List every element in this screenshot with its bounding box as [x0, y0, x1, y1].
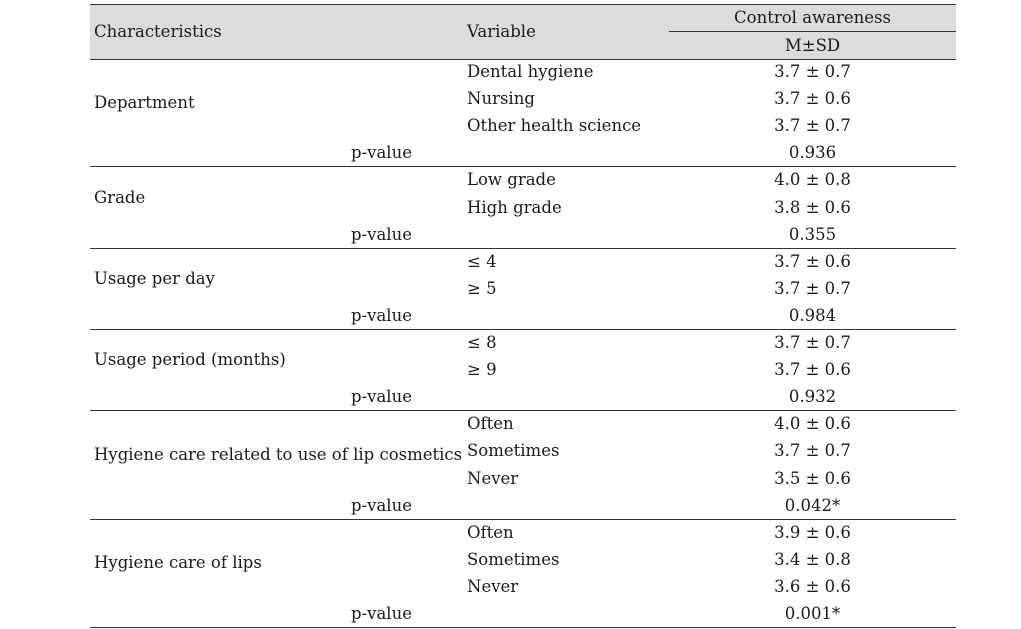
value-cell: 4.0 ± 0.6: [774, 414, 851, 434]
group-divider: [90, 329, 956, 330]
group-name: Hygiene care of lips: [94, 553, 262, 573]
group-divider: [90, 166, 956, 167]
variable-cell: ≤ 4: [467, 251, 497, 271]
value-cell: 3.6 ± 0.6: [774, 576, 851, 596]
variable-cell: ≥ 9: [467, 360, 497, 380]
header-variable: Variable: [467, 22, 536, 41]
pvalue-label: p-value: [351, 143, 412, 163]
variable-cell: ≥ 5: [467, 278, 497, 298]
variable-cell: Sometimes: [467, 441, 560, 461]
pvalue-label: p-value: [351, 387, 412, 407]
value-cell: 3.7 ± 0.7: [774, 441, 851, 461]
value-cell: 3.4 ± 0.8: [774, 549, 851, 569]
group-name: Usage period (months): [94, 350, 286, 370]
value-cell: 3.7 ± 0.7: [774, 333, 851, 352]
variable-cell: High grade: [467, 197, 562, 217]
value-cell: 3.8 ± 0.6: [774, 197, 851, 217]
header-msd: M±SD: [784, 36, 841, 55]
header-divider: [669, 31, 956, 32]
group-divider: [90, 519, 956, 520]
group-divider: [90, 627, 956, 628]
variable-cell: Dental hygiene: [467, 62, 594, 81]
pvalue-value: 0.355: [788, 224, 837, 244]
pvalue-label: p-value: [351, 305, 412, 325]
value-cell: 4.0 ± 0.8: [774, 170, 851, 190]
value-cell: 3.9 ± 0.6: [774, 522, 851, 542]
pvalue-value: 0.936: [788, 143, 837, 163]
variable-cell: Often: [467, 414, 514, 434]
group-name: Grade: [94, 187, 146, 207]
pvalue-label: p-value: [351, 224, 412, 244]
pvalue-label: p-value: [351, 495, 412, 515]
variable-cell: ≤ 8: [467, 333, 497, 352]
variable-cell: Nursing: [467, 89, 535, 109]
pvalue-label: p-value: [351, 604, 412, 623]
variable-cell: Never: [467, 468, 519, 488]
pvalue-value: 0.001*: [784, 604, 841, 623]
header-characteristics: Characteristics: [94, 22, 222, 41]
variable-cell: Low grade: [467, 170, 556, 190]
group-divider: [90, 410, 956, 411]
value-cell: 3.7 ± 0.6: [774, 251, 851, 271]
results-table: [90, 4, 956, 626]
pvalue-value: 0.932: [788, 387, 837, 407]
value-cell: 3.7 ± 0.6: [774, 89, 851, 109]
variable-cell: Other health science: [467, 116, 642, 136]
header-control-awareness: Control awareness: [734, 8, 891, 27]
group-name: Usage per day: [94, 268, 215, 288]
group-name: Hygiene care related to use of lip cosmetics: [94, 444, 463, 464]
group-name: Department: [94, 92, 195, 112]
pvalue-value: 0.984: [788, 305, 837, 325]
value-cell: 3.5 ± 0.6: [774, 468, 851, 488]
value-cell: 3.7 ± 0.7: [774, 116, 851, 136]
table-header: [90, 4, 956, 60]
variable-cell: Often: [467, 522, 514, 542]
group-divider: [90, 248, 956, 249]
value-cell: 3.7 ± 0.7: [774, 62, 851, 81]
value-cell: 3.7 ± 0.6: [774, 360, 851, 380]
variable-cell: Never: [467, 576, 519, 596]
value-cell: 3.7 ± 0.7: [774, 278, 851, 298]
pvalue-value: 0.042*: [784, 495, 841, 515]
variable-cell: Sometimes: [467, 549, 560, 569]
